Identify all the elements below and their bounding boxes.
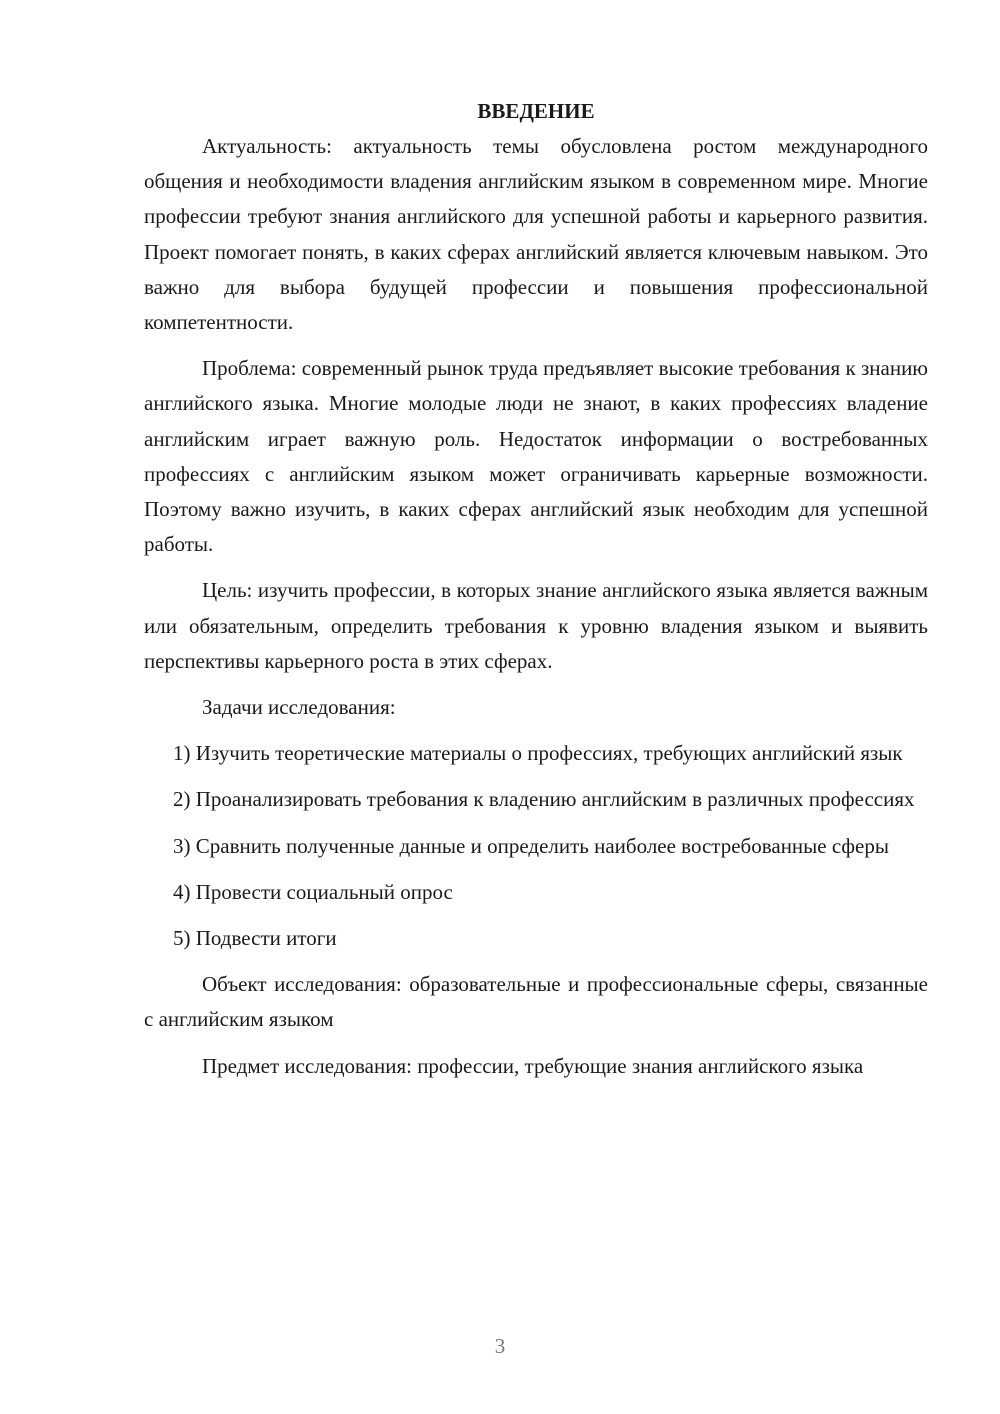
page-content: [144, 96, 928, 1095]
task-item: 1) Изучить теоретические материалы о профессиях, требующих английский язык: [173, 741, 903, 766]
relevance-paragraph: Актуальность: актуальность темы обусловлена ростом международного общения и необходимости владения английским языком в современном мире. Многие профессии требуют знания английского для успешной работы и карьерного развития. Проект помогает понять, в каких сферах английский является ключевым навыком. Это важно для выбора будущей профессии и повышения профессиональной компетентности.: [144, 134, 928, 335]
subject-paragraph: Предмет исследования: профессии, требующие знания английского языка: [202, 1053, 864, 1078]
problem-paragraph: Проблема: современный рынок труда предъявляет высокие требования к знанию английского языка. Многие молодые люди не знают, в каких профессиях владение английским играет важную роль. Недостаток информации о востребованных профессиях с английским языком может ограничивать карьерные возможности. Поэтому важно изучить, в каких сферах английский язык необходим для успешной работы.: [144, 356, 928, 557]
object-paragraph: Объект исследования: образовательные и профессиональные сферы, связанные с английским языком: [144, 972, 928, 1032]
task-item: 5) Подвести итоги: [173, 926, 337, 951]
task-item: 3) Сравнить полученные данные и определить наиболее востребованные сферы: [173, 833, 889, 858]
goal-paragraph: Цель: изучить профессии, в которых знание английского языка является важным или обязательным, определить требования к уровню владения языком и выявить перспективы карьерного роста в этих сферах.: [144, 578, 928, 673]
page-title: ВВЕДЕНИЕ: [477, 99, 595, 123]
task-item: 4) Провести социальный опрос: [173, 879, 453, 904]
page-number: 3: [494, 1334, 506, 1358]
task-item: 2) Проанализировать требования к владению английским в различных профессиях: [173, 787, 915, 812]
tasks-heading: Задачи исследования:: [202, 695, 396, 720]
